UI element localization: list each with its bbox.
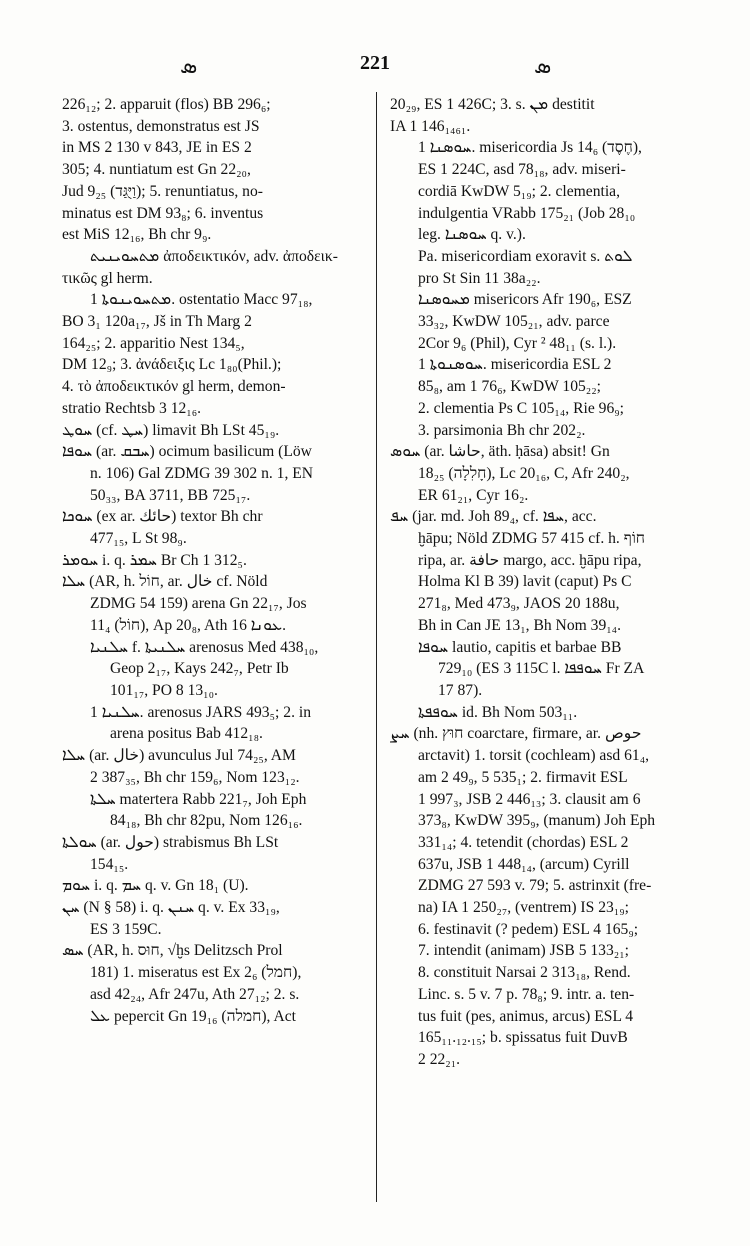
text-line: 1 997₃, JSB 2 446₁₃; 3. clausit am 6 [418, 790, 641, 808]
text-line: 729₁₀ (ES 3 115C l. ܚܘܦܦܐ Fr ZA [438, 660, 645, 678]
text-line: 3. parsimonia Bh chr 202₂. [418, 421, 586, 439]
text-line: 2Cor 9₆ (Phil), Cyr ² 48₁₁ (s. l.). [418, 334, 617, 352]
text-line: 331₁₄; 4. tetendit (chordas) ESL 2 [418, 833, 629, 851]
text-line: Bh in Can JE 13₁, Bh Nom 39₁₄. [418, 616, 622, 634]
text-line: Jud 9₂₅ (וַיֻּגַּד); 5. renuntiatus, no- [62, 182, 263, 200]
text-line: stratio Rechtsb 3 12₁₆. [62, 399, 202, 417]
text-line: 305; 4. nuntiatum est Gn 22₂₀, [62, 161, 251, 179]
text-line: ḫāpu; Nöld ZDMG 57 415 cf. h. חוֹף [418, 530, 646, 548]
text-line: 33₃₂, KwDW 105₂₁, adv. parce [418, 313, 610, 331]
text-line: arctavit) 1. torsit (cochleam) asd 61₄, [418, 747, 650, 765]
text-line: 271₈, Med 473₉, JAOS 20 188u, [418, 595, 620, 613]
text-line: Linc. s. 5 v. 7 p. 78₈; 9. intr. a. ten- [418, 985, 635, 1003]
text-line: 181) 1. miseratus est Ex 2₆ (חמל), [90, 964, 302, 982]
text-line: cordiā KwDW 5₁₉; 2. clementia, [418, 182, 620, 200]
text-line: 2 387₃₅, Bh chr 159₆, Nom 123₁₂. [90, 768, 300, 786]
text-line: ܚܠܢܝܐ f. ܚܠܢܝܬܐ arenosus Med 438₁₀, [90, 638, 319, 656]
text-line: 8. constituit Narsai 2 313₁₈, Rend. [418, 964, 631, 982]
header-left-marker: ܣ [180, 54, 198, 79]
text-line: ܡܬܚܘܝܢܘܬܐ 1. ostentatio Macc 97₁₈, [90, 291, 313, 309]
text-line: 373₈, KwDW 395₉, (manum) Joh Eph [418, 812, 656, 830]
text-line: ܚܠܐ (AR, h. חוֹל, ar. خال cf. Nöld [62, 573, 268, 591]
text-line: asd 42₂₄, Afr 247u, Ath 27₁₂; 2. s. [90, 985, 300, 1003]
text-line: ܚܢ (N § 58) i. q. ܚܢܢ q. v. Ex 33₁₉, [62, 899, 280, 917]
text-line: est MiS 12₁₆, Bh chr 9₉. [62, 226, 212, 244]
text-line: Geop 2₁₇, Kays 242₇, Petr Ib [110, 660, 289, 678]
text-line: leg. ܚܘܣܢܐ q. v.). [418, 226, 526, 244]
text-line: 20₂₉, ES 1 426C; 3. s. ܡܢ destitit [390, 96, 595, 113]
text-line: ܚܘܡ i. q. ܚܡ q. v. Gn 18₁ (U). [62, 877, 249, 895]
text-line: 154₁₅. [90, 855, 129, 873]
text-line: ZDMG 54 159) arena Gn 22₁₇, Jos [90, 595, 307, 613]
text-line: ܥܠ pepercit Gn 19₁₆ (חמלה), Act [90, 1007, 296, 1025]
text-line: ܚܘܟܐ (ex ar. حائك) textor Bh chr [62, 508, 263, 526]
text-line: ܚܘܣ (ar. حاشا, äth. ḥāsa) absit! Gn [390, 443, 610, 461]
text-line: Pa. misericordiam exoravit s. ܠܘܬ [418, 247, 633, 265]
text-line: ܚܘܠܬܐ (ar. حول) strabismus Bh LSt [62, 833, 279, 851]
text-line: in MS 2 130 v 843, JE in ES 2 [62, 139, 252, 157]
text-line: na) IA 1 250₂₇, (ventrem) IS 23₁₉; [418, 899, 629, 917]
text-line: 84₁₈, Bh chr 82pu, Nom 126₁₆. [110, 812, 303, 830]
text-line: 50₃₃, BA 3711, BB 725₁₇. [90, 486, 251, 504]
text-line: pro St Sin 11 38a₂₂. [418, 269, 541, 287]
text-line: 6. festinavit (? pedem) ESL 4 165₉; [418, 920, 639, 938]
text-line: IA 1 146₁₄₆₁. [390, 117, 471, 135]
text-line: ܚܠܬܐ matertera Rabb 221₇, Joh Eph [90, 790, 307, 808]
page-header [0, 52, 750, 82]
text-line: 637u, JSB 1 448₁₄, (arcum) Cyrill [418, 855, 630, 873]
text-line: DM 12₉; 3. ἀνάδειξις Lc 1₈₀(Phil.); [62, 356, 282, 374]
text-line: indulgentia VRabb 175₂₁ (Job 28₁₀ [418, 204, 636, 222]
text-line: τικῶς gl herm. [62, 269, 153, 287]
text-line: ܚܦ (jar. md. Joh 89₄, cf. ܚܦܐ, acc. [390, 508, 597, 526]
text-line: ܚܘܦܦܬܐ id. Bh Nom 503₁₁. [418, 703, 578, 721]
text-line: 164₂₅; 2. apparitio Nest 134₅, [62, 334, 245, 352]
left-column [62, 94, 364, 1027]
text-line: n. 106) Gal ZDMG 39 302 n. 1, EN [90, 464, 314, 482]
text-line: ܚܘܣܢܐ 1. misericordia Js 14₆ (חֶסֶד), [418, 139, 642, 157]
right-column [390, 94, 705, 1071]
text-line: ܚܘܣܢܘܬܐ 1. misericordia ESL 2 [418, 356, 612, 374]
text-line: 7. intendit (animam) JSB 5 133₂₁; [418, 942, 629, 960]
text-line: am 2 49₉, 5 535₁; 2. firmavit ESL [418, 768, 628, 786]
text-line: ܚܨ (nh. חוּץ coarctare, firmare, ar. حوص [390, 725, 642, 743]
text-line: 3. ostentus, demonstratus est JS [62, 117, 260, 135]
text-line: arena positus Bab 412₁₈. [110, 725, 263, 743]
text-line: 11₄ (חוֹל), Ap 20₈, Ath ܥܘܢܐ 16. [90, 616, 287, 634]
text-line: 165₁₁.₁₂.₁₅; b. spissatus fuit DuvB [418, 1029, 628, 1047]
text-line: ܡܚܘܣܢܐ misericors Afr 190₆, ESZ [418, 291, 632, 309]
text-line: ZDMG 27 593 v. 79; 5. astrinxit (fre- [418, 877, 652, 895]
text-line: ܚܘܡܪ i. q. ܚܡܪ Br Ch 1 312₅. [62, 551, 247, 569]
text-line: ripa, ar. حافة margo, acc. ḫāpu ripa, [418, 551, 642, 569]
text-line: ܚܘܦܐ (ar. ܚܒܩ) ocimum basilicum (Löw [62, 443, 312, 461]
text-line: 2. clementia Ps C 105₁₄, Rie 96₉; [418, 399, 625, 417]
text-line: ܚܘܦܐ lautio, capitis et barbae BB [418, 638, 622, 656]
text-line: minatus est DM 93₈; 6. inventus [62, 204, 264, 222]
text-line: 4. τὸ ἀποδεικτικόν gl herm, demon- [62, 378, 286, 396]
text-line: 477₁₅, L St 98₉. [90, 530, 187, 548]
page-number: 221 [360, 52, 390, 74]
text-line: 85₈, am 1 76₆, KwDW 105₂₂; [418, 378, 602, 396]
text-line: ܚܘܛ (cf. ܚܛ) limavit Bh LSt 45₁₉. [62, 421, 280, 439]
text-line: ES 1 224C, asd 78₁₈, adv. miseri- [418, 161, 626, 179]
text-line: Holma Kl B 39) lavit (caput) Ps C [418, 573, 632, 591]
text-line: ER 61₂₁, Cyr 16₂. [418, 486, 529, 504]
column-divider [376, 92, 377, 1202]
text-line: BO 3₁ 120a₁₇, Jš in Th Marg 2 [62, 313, 252, 331]
text-line: ܚܠܐ (ar. خال) avunculus Jul 74₂₅, AM [62, 747, 296, 765]
text-line: ES 3 159C. [90, 920, 162, 938]
text-line: 2 22₂₁. [418, 1050, 461, 1068]
text-line: 226₁₂; 2. apparuit (flos) BB 296₆; [62, 96, 271, 113]
text-line: 101₁₇, PO 8 13₁₀. [110, 681, 218, 699]
text-line: ܚܠܢܝܐ 1. arenosus JARS 493₅; 2. in [90, 703, 311, 721]
text-line: 18₂₅ (חָלִלָה), Lc 20₁₆, C, Afr 240₂, [418, 464, 630, 482]
text-line: tus fuit (pes, animus, arcus) ESL 4 [418, 1007, 634, 1025]
header-right-marker: ܣ [534, 54, 552, 79]
text-line: ܡܬܚܘܝܢܝܬ ἀποδεικτικόν, adv. ἀποδεικ- [90, 247, 338, 265]
text-line: ܚܣ (AR, h. חוּס, √ḫs Delitzsch Prol [62, 942, 283, 960]
text-line: 17 87). [438, 681, 483, 699]
